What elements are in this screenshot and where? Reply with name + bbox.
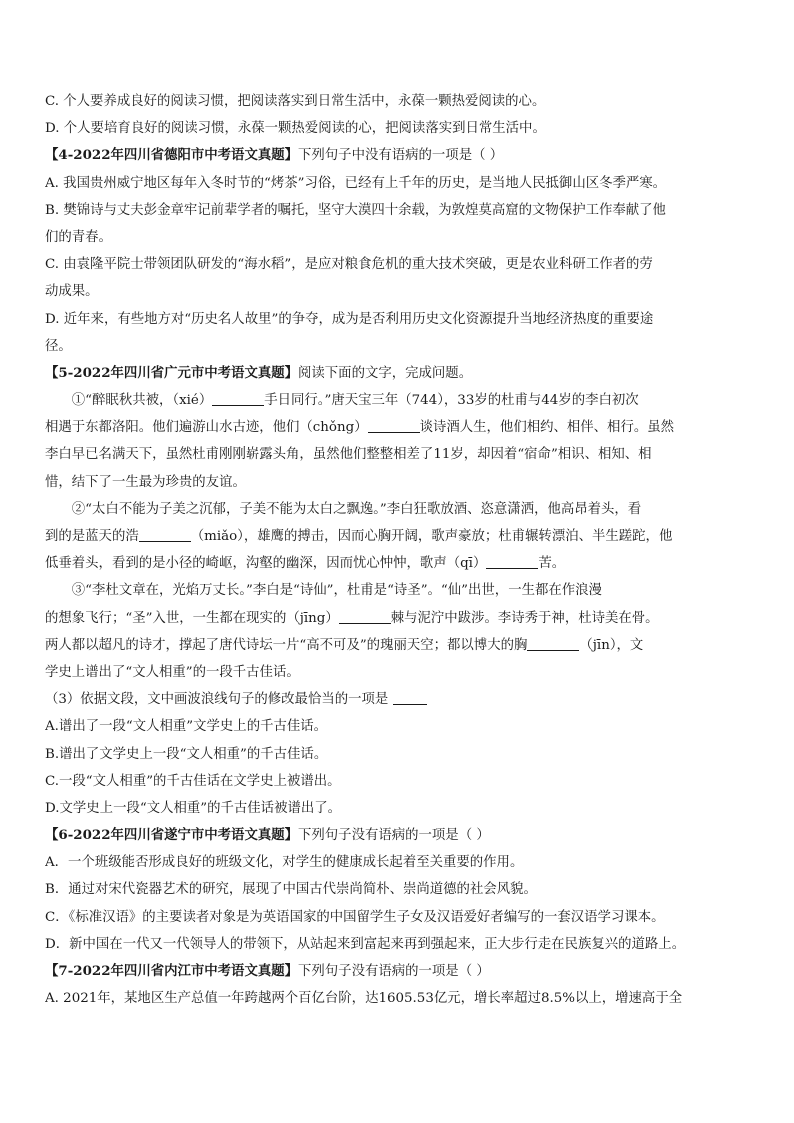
option-d-prev: D. 个人要培育良好的阅读习惯，永葆一颗热爱阅读的心，把阅读落实到日常生活中。: [45, 121, 546, 137]
passage-p1-line4: 惜，结下了一生最为珍贵的友谊。: [45, 474, 246, 490]
passage-p3-line3: [45, 632, 749, 659]
question-4-stem: 下列句子中没有语病的一项是（ ）: [298, 148, 504, 164]
passage-text: 到的是蓝天的浩: [45, 529, 139, 544]
sub-option-a: A.谱出了一段“文人相重”文学史上的千古佳话。: [45, 719, 328, 735]
passage-p2-line3: [45, 550, 749, 577]
fill-blank: [527, 636, 579, 651]
sub-option-c: C.一段“文人相重”的千古佳话在文学史上被谱出。: [45, 773, 341, 789]
question-5-stem: 阅读下面的文字，完成问题。: [298, 365, 473, 381]
passage-text: 谈诗酒人生，他们相约、相伴、相行。虽然: [419, 420, 675, 436]
sub-option-d: D.文学史上一段“文人相重”的千古佳话被谱出了。: [45, 800, 342, 816]
question-6-header: [45, 822, 749, 849]
question-4-option-c-line1: C. 由袁隆平院士带领团队研发的“海水稻”，是应对粮食危机的重大技术突破，更是农业科研工作者的劳: [45, 257, 653, 273]
question-6-option-a: A．一个班级能否形成良好的班级文化，对学生的健康成长起着至关重要的作用。: [45, 855, 524, 871]
answer-blank: [393, 690, 427, 705]
passage-text: ①“醉眠秋共被，（xié）: [71, 393, 213, 409]
question-6-option-c: C．《标准汉语》的主要读者对象是为英语国家的中国留学生子女及汉语爱好者编写的一套汉语学习课本。: [45, 909, 665, 925]
passage-p3-line2: [45, 605, 749, 632]
question-7-tag: 【7-2022年四川省内江市中考语文真题】: [45, 963, 299, 979]
question-5-tag: 【5-2022年四川省广元市中考语文真题】: [45, 364, 299, 381]
question-4-option-d-line1: D. 近年来，有些地方对“历史名人故里”的争夺，成为是否利用历史文化资源提升当地经济热度的重要途: [45, 311, 654, 327]
question-4-option-d-line2: 径。: [45, 338, 72, 354]
option-c-prev: C. 个人要养成良好的阅读习惯，把阅读落实到日常生活中，永葆一颗热爱阅读的心。: [45, 94, 546, 109]
passage-p1-line1: [45, 387, 749, 414]
passage-text: 两人都以超凡的诗才，撑起了唐代诗坛一片“高不可及”的瑰丽天空；都以博大的胸: [45, 637, 528, 653]
document-content: [45, 88, 749, 1012]
question-4-header: [45, 142, 749, 169]
passage-p2-line1: ②“太白不能为子美之沉郁，子美不能为太白之飘逸。”李白狂歌放酒、恣意潇洒，他高昂着头，看: [71, 501, 642, 517]
question-6-tag: 【6-2022年四川省遂宁市中考语文真题】: [45, 827, 299, 844]
question-4-option-b-line1: B. 樊锦诗与丈夫彭金章牢记前辈学者的嘱托，坚守大漠四十余载，为敦煌莫高窟的文物保护工作奉献了他: [45, 202, 666, 218]
fill-blank: [212, 391, 264, 406]
fill-blank: [486, 554, 538, 569]
question-7-option-a: A. 2021年，某地区生产总值一年跨越两个百亿台阶，达1605.53亿元，增长率超过8.5%以上，增速高于全: [45, 991, 683, 1007]
passage-text: 手日同行。”唐天宝三年（744），33岁的杜甫与44岁的李白初次: [264, 393, 639, 409]
fill-blank: [139, 527, 191, 542]
fill-blank: [339, 609, 391, 624]
passage-text: 相遇于东都洛阳。他们遍游山水古迹，他们（chǒng）: [45, 420, 368, 436]
question-6-option-d: D．新中国在一代又一代领导人的带领下，从站起来到富起来再到强起来，正大步行走在民族复兴的道路上。: [45, 936, 686, 952]
passage-text: （jīn），文: [579, 637, 644, 653]
passage-p2-line2: [45, 523, 749, 550]
question-7-stem: 下列句子没有语病的一项是（ ）: [298, 964, 490, 979]
question-6-option-b: B．通过对宋代瓷器艺术的研究，展现了中国古代崇尚简朴、崇尚道德的社会风貌。: [45, 882, 537, 898]
sub-question-text: （3）依据文段，文中画波浪线句子的修改最恰当的一项是: [45, 692, 389, 708]
question-4-option-a: A. 我国贵州威宁地区每年入冬时节的“烤茶”习俗，已经有上千年的历史，是当地人民抵御山区冬季严寒。: [45, 175, 667, 191]
question-5-header: [45, 360, 749, 387]
passage-p3-line1: ③“李杜文章在，光焰万丈长。”李白是“诗仙”，杜甫是“诗圣”。“仙”出世，一生都在作浪漫: [71, 583, 602, 599]
passage-text: 棘与泥泞中跋涉。李诗秀于神，杜诗美在骨。: [390, 610, 659, 626]
question-4-option-c-line2: 动成果。: [45, 284, 99, 300]
passage-text: 低垂着头，看到的是小径的崎岖，沟壑的幽深，因而忧心忡忡，歌声（qī）: [45, 556, 487, 572]
question-4-option-b-line2: 们的青春。: [45, 229, 112, 245]
sub-question-3: [45, 686, 749, 713]
passage-text: （miǎo），雄鹰的搏击，因而心胸开阔，歌声豪放；杜甫辗转漂泊、半生蹉跎，他: [190, 529, 673, 544]
passage-p1-line2: [45, 414, 749, 441]
sub-option-b: B.谱出了文学史上一段“文人相重”的千古佳话。: [45, 746, 328, 762]
question-6-stem: 下列句子没有语病的一项是（ ）: [298, 828, 490, 844]
question-4-tag: 【4-2022年四川省德阳市中考语文真题】: [45, 147, 299, 164]
question-7-header: [45, 958, 749, 985]
passage-text: 的想象飞行；“圣”入世，一生都在现实的（jīng）: [45, 610, 339, 626]
fill-blank: [368, 418, 420, 433]
passage-p1-line3: 李白早已名满天下，虽然杜甫刚刚崭露头角，虽然他们整整相差了11岁，却因着“宿命”相识、相知、相: [45, 447, 652, 463]
passage-p3-line4: 学史上谱出了“文人相重”的一段千古佳话。: [45, 664, 300, 680]
passage-text: 苦。: [538, 556, 566, 572]
